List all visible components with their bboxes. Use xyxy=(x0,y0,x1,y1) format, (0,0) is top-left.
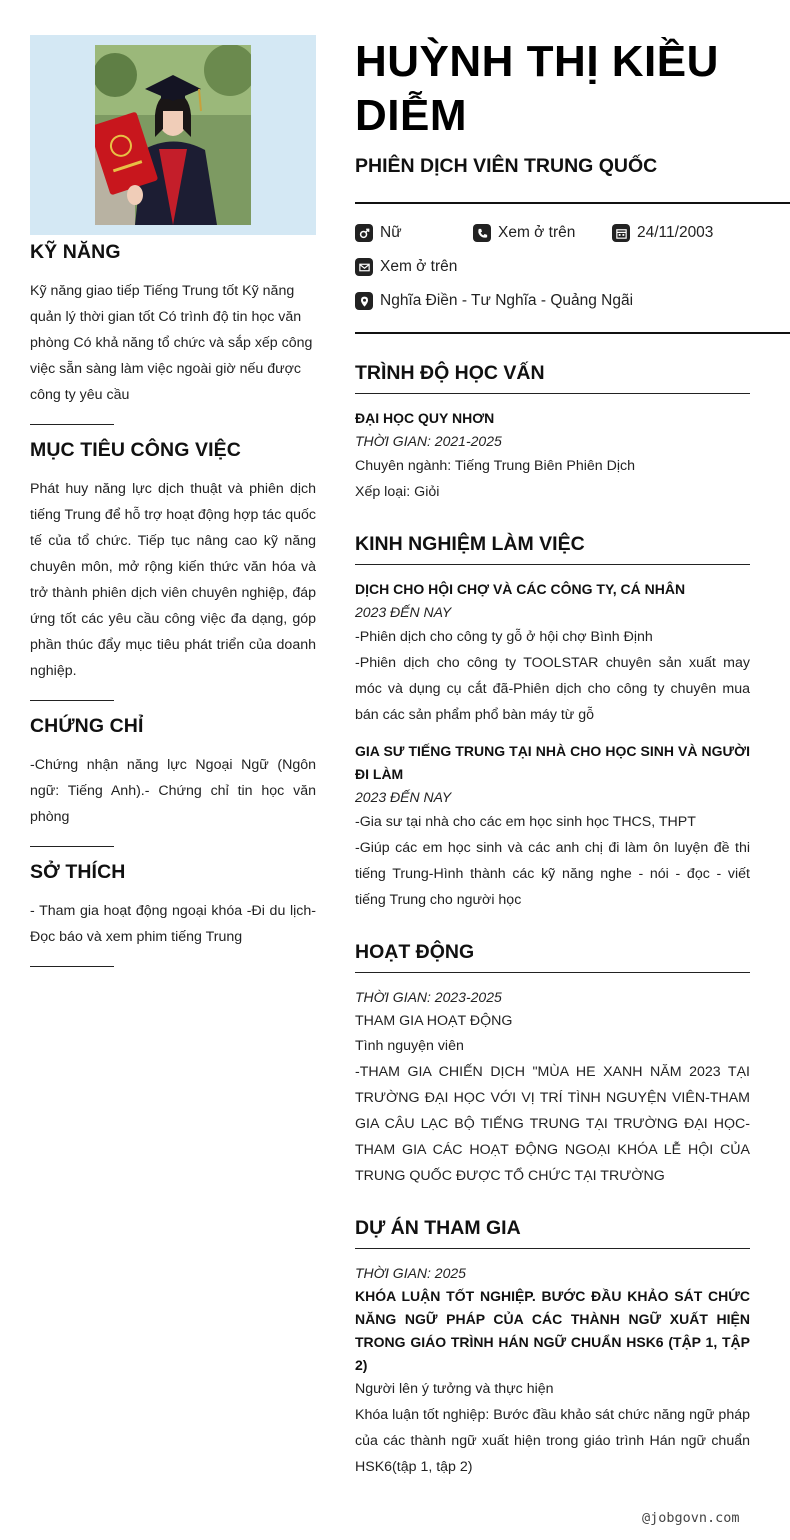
activities-org: THAM GIA HOẠT ĐỘNG xyxy=(355,1013,513,1029)
phone-value: Xem ở trên xyxy=(498,224,576,241)
contact-info xyxy=(355,202,790,334)
experience-section xyxy=(355,533,750,913)
job-line-2b: -Giúp các em học sinh và các anh chị đi làm ôn luyện đề thi tiếng Trung-Hình thành các kỹ năng nghe - nói - đọc - viết tiếng Trung cho người học xyxy=(355,840,750,908)
hobbies-text: - Tham gia hoạt động ngoại khóa -Đi du lịch-Đọc báo và xem phim tiếng Trung xyxy=(30,903,316,945)
calendar-icon xyxy=(612,224,630,242)
gender-item xyxy=(355,224,473,242)
candidate-name: HUỲNH THỊ KIỀU DIỄM xyxy=(355,37,719,140)
birthday-item xyxy=(612,224,713,242)
projects-role: Người lên ý tưởng và thực hiện xyxy=(355,1381,554,1397)
experience-heading: KINH NGHIỆM LÀM VIỆC xyxy=(355,533,750,565)
projects-section xyxy=(355,1217,750,1480)
certificates-text: -Chứng nhận năng lực Ngoại Ngữ (Ngôn ngữ: Tiếng Anh).- Chứng chỉ tin học văn phòng xyxy=(30,757,316,825)
email-value: Xem ở trên xyxy=(380,258,458,275)
address-value: Nghĩa Điền - Tư Nghĩa - Quảng Ngãi xyxy=(380,292,634,309)
job-line-1a: -Phiên dịch cho công ty gỗ ở hội chợ Bình Định xyxy=(355,629,653,645)
projects-time: THỜI GIAN: 2025 xyxy=(355,1265,466,1281)
activities-section xyxy=(355,941,750,1189)
birthday-value: 24/11/2003 xyxy=(637,224,714,241)
location-pin-icon xyxy=(355,292,373,310)
projects-text: Khóa luận tốt nghiệp: Bước đầu khảo sát chức năng ngữ pháp của các thành ngữ xuất hiện trong giáo trình Hán ngữ chuẩn HSK6(tập 1, tập 2) xyxy=(355,1407,750,1475)
skills-heading: KỸ NĂNG xyxy=(30,241,121,263)
left-column xyxy=(30,35,316,981)
projects-heading: DỰ ÁN THAM GIA xyxy=(355,1217,750,1249)
education-major: Chuyên ngành: Tiếng Trung Biên Phiên Dịch xyxy=(355,458,635,474)
projects-title: KHÓA LUẬN TỐT NGHIỆP. BƯỚC ĐẦU KHẢO SÁT CHỨC NĂNG NGỮ PHÁP CỦA CÁC THÀNH NGỮ XUẤT HIỆN TRONG GIÁO TRÌNH HÁN NGỮ CHUẨN HSK6 (TẬP 1, TẬP 2) xyxy=(355,1288,750,1373)
info-row xyxy=(355,284,790,318)
section-divider xyxy=(30,966,114,967)
activities-time: THỜI GIAN: 2023-2025 xyxy=(355,989,502,1005)
skills-text: Kỹ năng giao tiếp Tiếng Trung tốt Kỹ năng quản lý thời gian tốt Có trình độ tin học văn phòng Có khả năng tổ chức và sắp xếp công việc sẵn sàng làm việc ngoài giờ nếu được công ty yêu cầu xyxy=(30,283,313,403)
address-item xyxy=(355,292,633,310)
section-divider xyxy=(30,846,114,847)
section-divider xyxy=(30,424,114,425)
education-section xyxy=(355,362,750,505)
hobbies-heading: SỞ THÍCH xyxy=(30,861,126,883)
phone-item xyxy=(473,224,612,242)
gender-value: Nữ xyxy=(380,224,402,241)
email-item xyxy=(355,258,457,276)
watermark: @jobgovn.com xyxy=(642,1510,740,1526)
graduate-portrait-illustration xyxy=(95,45,251,225)
education-school: ĐẠI HỌC QUY NHƠN xyxy=(355,410,495,426)
education-heading: TRÌNH ĐỘ HỌC VẤN xyxy=(355,362,750,394)
job-time-2: 2023 ĐẾN NAY xyxy=(355,789,452,805)
activities-heading: HOẠT ĐỘNG xyxy=(355,941,750,973)
activities-role: Tình nguyện viên xyxy=(355,1038,464,1054)
job-title: PHIÊN DỊCH VIÊN TRUNG QUỐC xyxy=(355,155,658,177)
education-rank: Xếp loại: Giỏi xyxy=(355,484,440,500)
job-title-2: GIA SƯ TIẾNG TRUNG TẠI NHÀ CHO HỌC SINH VÀ NGƯỜI ĐI LÀM xyxy=(355,743,750,782)
job-line-1b: -Phiên dịch cho công ty TOOLSTAR chuyên sản xuất may móc và dụng cụ cắt đã-Phiên dịch cho công ty chuyên mua bán các sản phẩm phổ bàn máy từ gỗ xyxy=(355,655,750,723)
info-row xyxy=(355,250,790,284)
envelope-icon xyxy=(355,258,373,276)
phone-icon xyxy=(473,224,491,242)
activities-text: -THAM GIA CHIẾN DỊCH "MÙA HE XANH NĂM 2023 TẠI TRƯỜNG ĐẠI HỌC VỚI VỊ TRÍ TÌNH NGUYỆN VIÊN-THAM GIA CÂU LẠC BỘ TIẾNG TRUNG TẠI TRƯỜNG ĐẠI HỌC-THAM GIA CÁC HOẠT ĐỘNG NGOẠI KHÓA LỄ HỘI CỦA TRUNG QUỐC ĐƯỢC TỔ CHỨC TẠI TRƯỜNG xyxy=(355,1064,750,1184)
profile-photo xyxy=(95,45,251,225)
right-column xyxy=(355,35,790,1480)
section-divider xyxy=(30,700,114,701)
info-row xyxy=(355,216,790,250)
objective-text: Phát huy năng lực dịch thuật và phiên dịch tiếng Trung để hỗ trợ hoạt động hợp tác quốc tế của tổ chức. Tiếp tục nâng cao kỹ năng chuyên môn, mở rộng kiến thức văn hóa và trở thành phiên dịch viên chuyên nghiệp, đáp ứng tốt các yêu cầu công việc đa dạng, góp phần thúc đẩy mục tiêu phát triển của doanh nghiệp. xyxy=(30,481,317,679)
photo-frame xyxy=(30,35,316,235)
objective-heading: MỤC TIÊU CÔNG VIỆC xyxy=(30,439,241,461)
education-time: THỜI GIAN: 2021-2025 xyxy=(355,433,502,449)
certificates-heading: CHỨNG CHỈ xyxy=(30,715,144,737)
job-title-1: DỊCH CHO HỘI CHỢ VÀ CÁC CÔNG TY, CÁ NHÂN xyxy=(355,581,686,597)
gender-icon xyxy=(355,224,373,242)
job-line-2a: -Gia sư tại nhà cho các em học sinh học THCS, THPT xyxy=(355,814,696,830)
job-time-1: 2023 ĐẾN NAY xyxy=(355,604,452,620)
